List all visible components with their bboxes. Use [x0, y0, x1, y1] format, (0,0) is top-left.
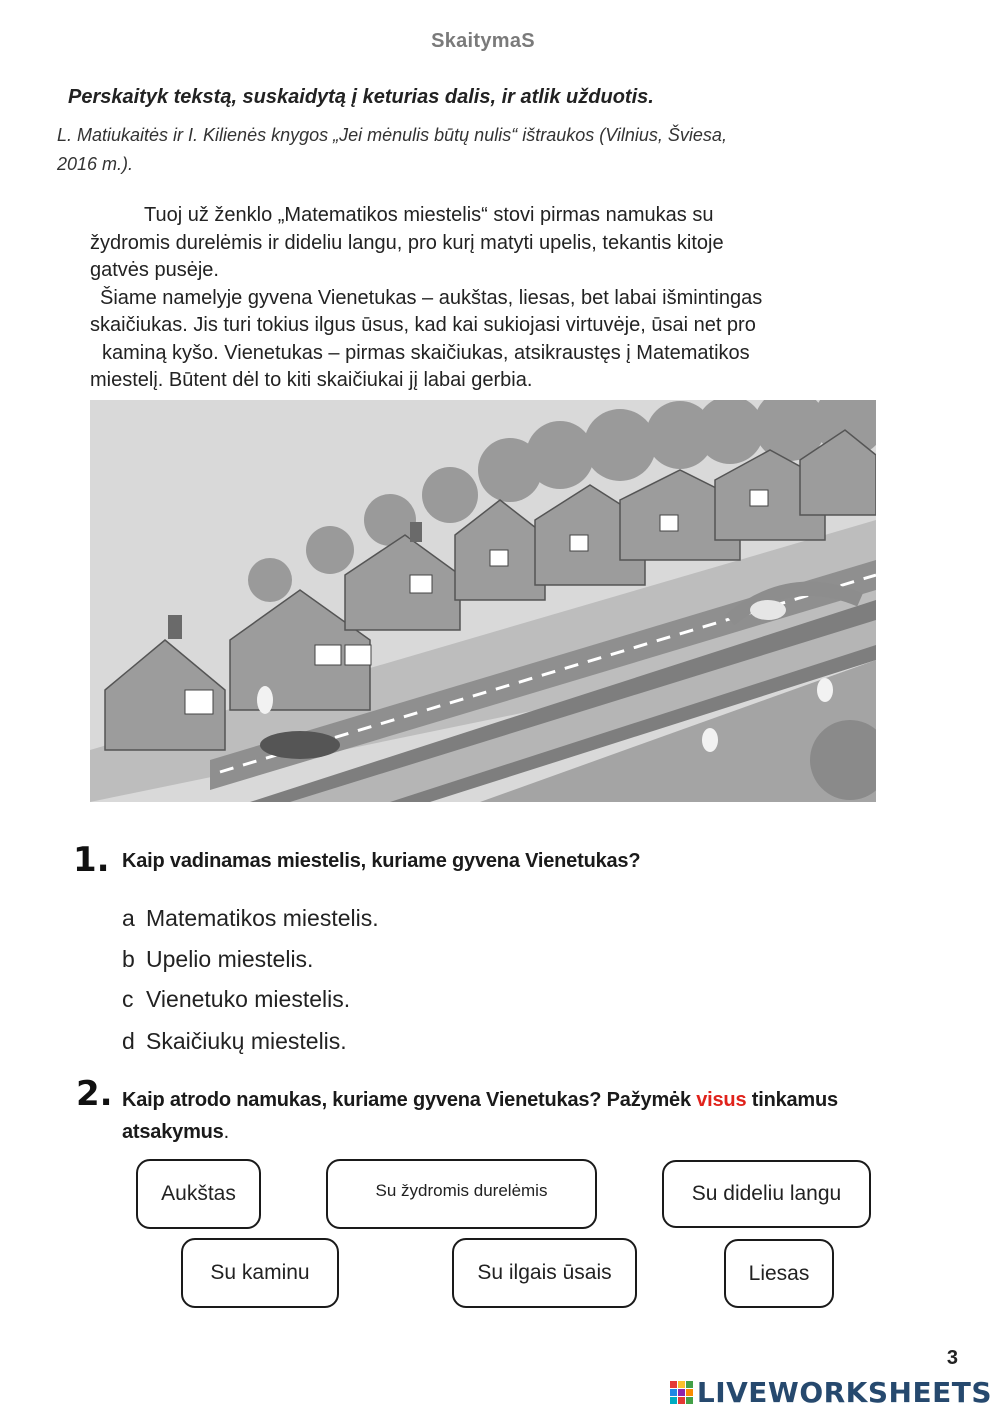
q2-text-end: tinkamus: [746, 1089, 838, 1111]
brand-name: LIVEWORKSHEETS: [696, 1376, 992, 1409]
option-letter: a: [122, 905, 135, 931]
liveworksheets-logo-icon: [670, 1381, 693, 1404]
source-line-1: L. Matiukaitės ir I. Kilienės knygos „Jei mėnulis būtų nulis“ ištraukos (Vilnius, Šviesa,: [57, 125, 727, 145]
question-1-number: 1.: [73, 840, 110, 880]
answer-tall[interactable]: Aukštas: [136, 1159, 261, 1229]
story-line: gatvės pusėje.: [90, 259, 219, 281]
q2-text-period: .: [223, 1121, 229, 1143]
source-line-2: 2016 m.).: [57, 154, 134, 174]
option-letter: b: [122, 946, 135, 972]
option-letter: c: [122, 986, 134, 1012]
q2-text-line2: atsakymus: [122, 1121, 224, 1143]
page-header: SkaitymaS: [431, 30, 535, 52]
q2-text-highlight: visus: [696, 1089, 747, 1111]
story-line: kaminą kyšo. Vienetukas – pirmas skaičiukas, atsikraustęs į Matematikos: [102, 341, 750, 364]
option-text: Matematikos miestelis.: [146, 905, 379, 931]
answer-big-window[interactable]: Su dideliu langu: [662, 1160, 871, 1228]
option-letter: d: [122, 1028, 135, 1054]
q2-text-start: Kaip atrodo namukas, kuriame gyvena Vienetukas? Pažymėk: [122, 1089, 697, 1111]
story-line: žydromis durelėmis ir dideliu langu, pro kurį matyti upelis, tekantis kitoje: [90, 231, 724, 254]
answer-thin[interactable]: Liesas: [724, 1239, 834, 1308]
question-2-number: 2.: [76, 1074, 113, 1114]
story-line: Tuoj už ženklo „Matematikos miestelis“ stovi pirmas namukas su: [144, 204, 714, 226]
story-line: skaičiukas. Jis turi tokius ilgus ūsus, kad kai sukiojasi virtuvėje, ūsai net pro: [90, 314, 756, 336]
q1-option-c[interactable]: [122, 986, 350, 1013]
q1-option-a[interactable]: [122, 905, 379, 932]
option-text: Skaičiukų miestelis.: [146, 1028, 347, 1054]
option-text: Upelio miestelis.: [146, 946, 314, 972]
option-text: Vienetuko miestelis.: [146, 986, 351, 1012]
q1-option-b[interactable]: [122, 946, 313, 973]
reading-text: [90, 202, 925, 395]
source-citation: [57, 121, 887, 179]
page-number: 3: [946, 1347, 958, 1369]
story-line: Šiame namelyje gyvena Vienetukas – aukštas, liesas, bet labai išmintingas: [100, 286, 763, 309]
answer-long-mustache[interactable]: Su ilgais ūsais: [452, 1238, 637, 1308]
answer-blue-doors[interactable]: Su žydromis durelėmis: [326, 1159, 597, 1229]
question-1-text: Kaip vadinamas miestelis, kuriame gyvena Vienetukas?: [122, 850, 641, 872]
question-2-text: [122, 1084, 838, 1148]
brand-watermark: [670, 1376, 992, 1409]
answer-chimney[interactable]: Su kaminu: [181, 1238, 339, 1308]
town-illustration-svg: [90, 400, 876, 802]
town-illustration: [90, 400, 876, 802]
q1-option-d[interactable]: [122, 1028, 347, 1055]
task-instruction: Perskaityk tekstą, suskaidytą į keturias dalis, ir atlik užduotis.: [68, 86, 654, 108]
story-line: miestelį. Būtent dėl to kiti skaičiukai jį labai gerbia.: [90, 369, 533, 391]
